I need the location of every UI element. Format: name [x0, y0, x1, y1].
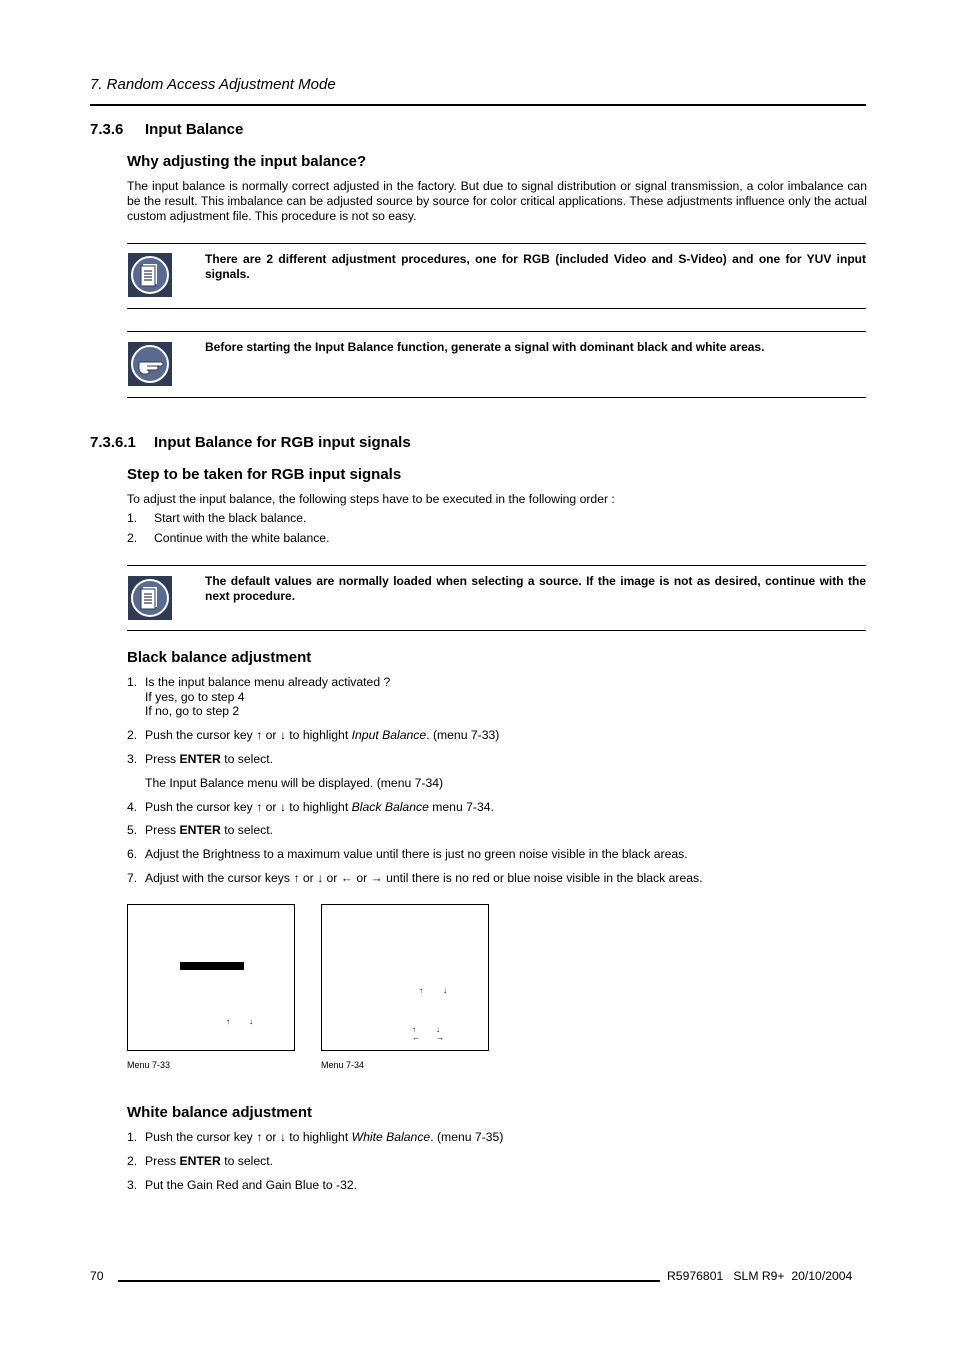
step-text-part: . (menu 7-35) [430, 1130, 504, 1144]
note-2-text: Before starting the Input Balance function, generate a signal with dominant black and white areas. [205, 340, 765, 354]
pointing-hand-icon [128, 342, 172, 386]
menu-item-name: White Balance [351, 1130, 431, 1144]
step-text-part: Push the cursor key ↑ or ↓ to highlight [145, 1130, 352, 1144]
menu-7-33-image [127, 904, 295, 1051]
subsection-number: 7.3.6.1 [90, 434, 136, 451]
step-number: 2. [127, 1154, 138, 1168]
step-text-part: Press [145, 1154, 180, 1168]
note-box-3 [127, 565, 866, 631]
step-text: Put the Gain Red and Gain Blue to -32. [145, 1178, 358, 1192]
section-title: Input Balance [145, 121, 244, 138]
note-box-1 [127, 243, 866, 309]
menu-item-name: Black Balance [351, 800, 429, 814]
step-number: 1. [127, 1130, 138, 1144]
steps-heading: Step to be taken for RGB input signals [127, 466, 402, 483]
up-arrow-icon: ↑ [226, 1017, 230, 1026]
highlight-bar [180, 962, 244, 970]
subsection-title: Input Balance for RGB input signals [154, 434, 411, 451]
document-icon [128, 253, 172, 297]
step-text-part: Press [145, 823, 180, 837]
key-name: ENTER [179, 823, 221, 837]
steps-intro: To adjust the input balance, the following steps have to be executed in the following order : [127, 492, 615, 506]
chapter-header: 7. Random Access Adjustment Mode [90, 76, 336, 93]
note-1-text: There are 2 different adjustment procedures, one for RGB (included Video and S-Video) and one for YUV input signals. [205, 252, 866, 281]
key-name: ENTER [179, 752, 221, 766]
step-text [145, 752, 273, 767]
step-text [145, 800, 494, 815]
order-number: 1. [127, 511, 138, 525]
up-arrow-icon: ↑ [412, 1025, 416, 1034]
note-box-2 [127, 331, 866, 398]
order-text: Continue with the white balance. [154, 531, 330, 545]
step-text: Adjust the Brightness to a maximum value until there is just no green noise visible in the black areas. [145, 847, 688, 861]
menu-7-34-image [321, 904, 489, 1051]
step-text: Adjust with the cursor keys ↑ or ↓ or ← or → until there is no red or blue noise visible in the black areas. [145, 871, 703, 885]
left-arrow-icon: ← [412, 1033, 420, 1042]
step-text-part: Push the cursor key ↑ or ↓ to highlight [145, 800, 352, 814]
step-number: 4. [127, 800, 138, 814]
step-text-part: Push the cursor key ↑ or ↓ to highlight [145, 728, 352, 742]
step-text: Is the input balance menu already activated ? [145, 675, 391, 689]
step-text: If yes, go to step 4 [145, 690, 245, 704]
menu-7-34-caption: Menu 7-34 [321, 1060, 365, 1070]
step-text [145, 1130, 503, 1145]
note-3-text: The default values are normally loaded when selecting a source. If the image is not as desired, continue with the next procedure. [205, 574, 866, 603]
footer-rule [118, 1280, 660, 1282]
page-number: 70 [90, 1269, 104, 1283]
key-name: ENTER [179, 1154, 221, 1168]
step-text-part: menu 7-34. [428, 800, 494, 814]
step-number: 2. [127, 728, 138, 742]
down-arrow-icon: ↓ [443, 986, 447, 995]
up-arrow-icon: ↑ [419, 986, 423, 995]
menu-item-name: Input Balance [351, 728, 427, 742]
down-arrow-icon: ↓ [436, 1025, 440, 1034]
step-text [145, 1154, 273, 1169]
step-text-part: to select. [220, 752, 274, 766]
step-text [145, 823, 273, 838]
step-text [145, 728, 499, 743]
step-number: 5. [127, 823, 138, 837]
header-rule [90, 104, 866, 106]
menu-7-33-caption: Menu 7-33 [127, 1060, 171, 1070]
step-text-part: . (menu 7-33) [426, 728, 500, 742]
step-number: 3. [127, 1178, 138, 1192]
white-balance-heading: White balance adjustment [127, 1104, 313, 1121]
step-number: 7. [127, 871, 138, 885]
step-number: 3. [127, 752, 138, 766]
step-text: If no, go to step 2 [145, 704, 240, 718]
document-reference: R5976801 SLM R9+ 20/10/2004 [667, 1269, 853, 1283]
step-number: 6. [127, 847, 138, 861]
section-number: 7.3.6 [90, 121, 124, 138]
down-arrow-icon: ↓ [249, 1017, 253, 1026]
step-text-part: to select. [220, 1154, 274, 1168]
black-balance-heading: Black balance adjustment [127, 649, 312, 666]
step-number: 1. [127, 675, 138, 689]
why-paragraph: The input balance is normally correct adjusted in the factory. But due to signal distribution or signal transmission, a color imbalance can be the result. This imbalance can be adjusted source by source for color critical applications. These adjustments influence only the actual custom adjustment file. This procedure is not so easy. [127, 179, 867, 223]
right-arrow-icon: → [436, 1033, 444, 1042]
order-number: 2. [127, 531, 138, 545]
order-text: Start with the black balance. [154, 511, 307, 525]
document-icon [128, 576, 172, 620]
step-text-part: Press [145, 752, 180, 766]
step-subtext: The Input Balance menu will be displayed. (menu 7-34) [145, 776, 444, 790]
why-heading: Why adjusting the input balance? [127, 153, 367, 170]
step-text-part: to select. [220, 823, 274, 837]
